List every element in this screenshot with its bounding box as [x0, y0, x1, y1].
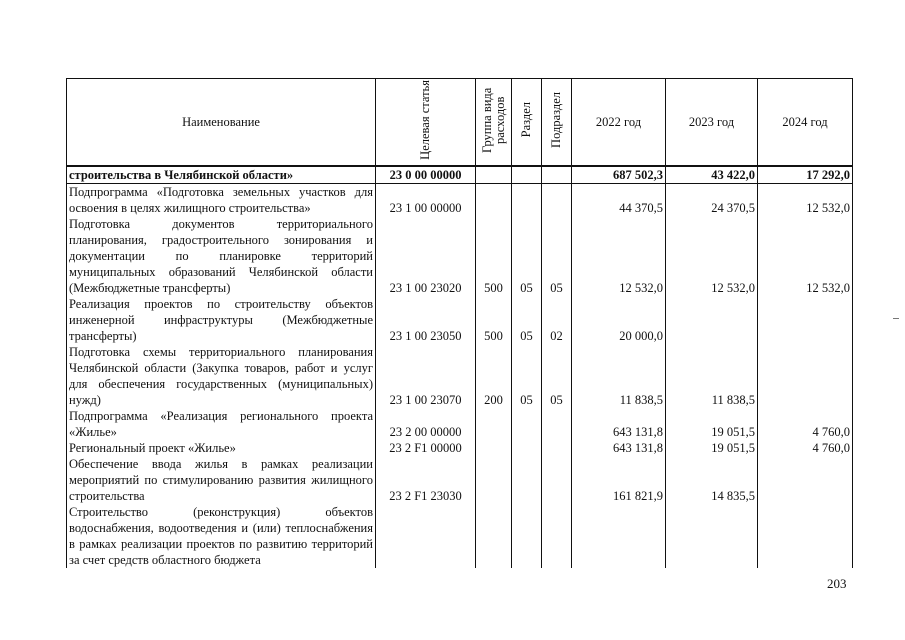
row-name: Подготовка схемы территориального планирования Челябинской области (Закупка товаров, работ и услуг для обеспечения государственных (муниципальных) нужд)	[67, 344, 376, 408]
row-group	[476, 184, 512, 217]
row-target: 23 2 F1 00000	[376, 440, 476, 456]
row-2022	[572, 504, 666, 568]
row-group	[476, 166, 512, 184]
table-row	[67, 456, 853, 504]
row-2022: 643 131,8	[572, 440, 666, 456]
row-subsection	[542, 166, 572, 184]
row-2023: 11 838,5	[666, 344, 758, 408]
row-2024	[758, 504, 853, 568]
row-subsection	[542, 504, 572, 568]
table-header-row	[67, 79, 853, 167]
row-group: 200	[476, 344, 512, 408]
table-row	[67, 344, 853, 408]
row-subsection: 05	[542, 344, 572, 408]
row-target: 23 1 00 23050	[376, 296, 476, 344]
header-2022: 2022 год	[572, 79, 666, 167]
row-2022: 12 532,0	[572, 216, 666, 296]
header-target-label: Целевая статья	[418, 80, 432, 160]
row-name: Обеспечение ввода жилья в рамках реализации мероприятий по стимулированию развития жилищного строительства	[67, 456, 376, 504]
header-2023: 2023 год	[666, 79, 758, 167]
row-name: строительства в Челябинской области»	[67, 166, 376, 184]
row-group: 500	[476, 216, 512, 296]
header-subsection-label: Подраздел	[549, 92, 563, 148]
row-section	[512, 166, 542, 184]
row-name: Региональный проект «Жилье»	[67, 440, 376, 456]
row-subsection	[542, 456, 572, 504]
row-target: 23 1 00 23020	[376, 216, 476, 296]
margin-mark	[893, 318, 899, 319]
row-section	[512, 504, 542, 568]
row-subsection	[542, 184, 572, 217]
row-2024	[758, 296, 853, 344]
row-2024: 12 532,0	[758, 184, 853, 217]
table-row	[67, 504, 853, 568]
row-subsection: 05	[542, 216, 572, 296]
row-2024	[758, 344, 853, 408]
row-group	[476, 456, 512, 504]
row-2023	[666, 504, 758, 568]
row-section: 05	[512, 296, 542, 344]
row-2024: 17 292,0	[758, 166, 853, 184]
budget-table	[66, 78, 853, 568]
row-2023: 12 532,0	[666, 216, 758, 296]
row-2022: 161 821,9	[572, 456, 666, 504]
row-name: Реализация проектов по строительству объектов инженерной инфраструктуры (Межбюджетные трансферты)	[67, 296, 376, 344]
row-2023: 19 051,5	[666, 440, 758, 456]
table-row	[67, 440, 853, 456]
header-target	[376, 79, 476, 167]
row-2022: 687 502,3	[572, 166, 666, 184]
page-number: 203	[827, 576, 847, 591]
row-target: 23 1 00 00000	[376, 184, 476, 217]
row-2023: 43 422,0	[666, 166, 758, 184]
row-group	[476, 408, 512, 440]
row-2024: 4 760,0	[758, 408, 853, 440]
row-2024: 4 760,0	[758, 440, 853, 456]
row-target: 23 1 00 23070	[376, 344, 476, 408]
row-2023: 14 835,5	[666, 456, 758, 504]
row-subsection: 02	[542, 296, 572, 344]
row-2022: 44 370,5	[572, 184, 666, 217]
row-name: Подготовка документов территориального планирования, градостроительного зонирования и документации по планировке территорий муниципальных образований Челябинской области (Межбюджетные трансферты)	[67, 216, 376, 296]
row-section	[512, 456, 542, 504]
header-2024: 2024 год	[758, 79, 853, 167]
row-group	[476, 440, 512, 456]
table-row	[67, 166, 853, 184]
table-row	[67, 184, 853, 217]
row-name: Строительство (реконструкция) объектов водоснабжения, водоотведения и (или) теплоснабжения в рамках реализации проектов по развитию территорий за счет средств областного бюджета	[67, 504, 376, 568]
row-2024: 12 532,0	[758, 216, 853, 296]
row-2022: 20 000,0	[572, 296, 666, 344]
row-name: Подпрограмма «Подготовка земельных участков для освоения в целях жилищного строительства»	[67, 184, 376, 217]
row-target: 23 2 00 00000	[376, 408, 476, 440]
row-target	[376, 504, 476, 568]
row-group	[476, 504, 512, 568]
row-subsection	[542, 408, 572, 440]
row-2023: 19 051,5	[666, 408, 758, 440]
table-row	[67, 296, 853, 344]
row-subsection	[542, 440, 572, 456]
row-target: 23 2 F1 23030	[376, 456, 476, 504]
row-2024	[758, 456, 853, 504]
header-exp-group-label: Группа вида расходов	[479, 87, 507, 153]
row-2022: 643 131,8	[572, 408, 666, 440]
row-section	[512, 184, 542, 217]
header-name: Наименование	[67, 79, 376, 167]
row-2023: 24 370,5	[666, 184, 758, 217]
header-exp-group	[476, 79, 512, 167]
row-section: 05	[512, 216, 542, 296]
row-group: 500	[476, 296, 512, 344]
row-section	[512, 408, 542, 440]
row-2023	[666, 296, 758, 344]
row-target: 23 0 00 00000	[376, 166, 476, 184]
header-subsection	[542, 79, 572, 167]
header-section-label: Раздел	[519, 102, 533, 138]
table-row	[67, 408, 853, 440]
row-name: Подпрограмма «Реализация регионального проекта «Жилье»	[67, 408, 376, 440]
row-section: 05	[512, 344, 542, 408]
table-row	[67, 216, 853, 296]
row-section	[512, 440, 542, 456]
header-section	[512, 79, 542, 167]
row-2022: 11 838,5	[572, 344, 666, 408]
